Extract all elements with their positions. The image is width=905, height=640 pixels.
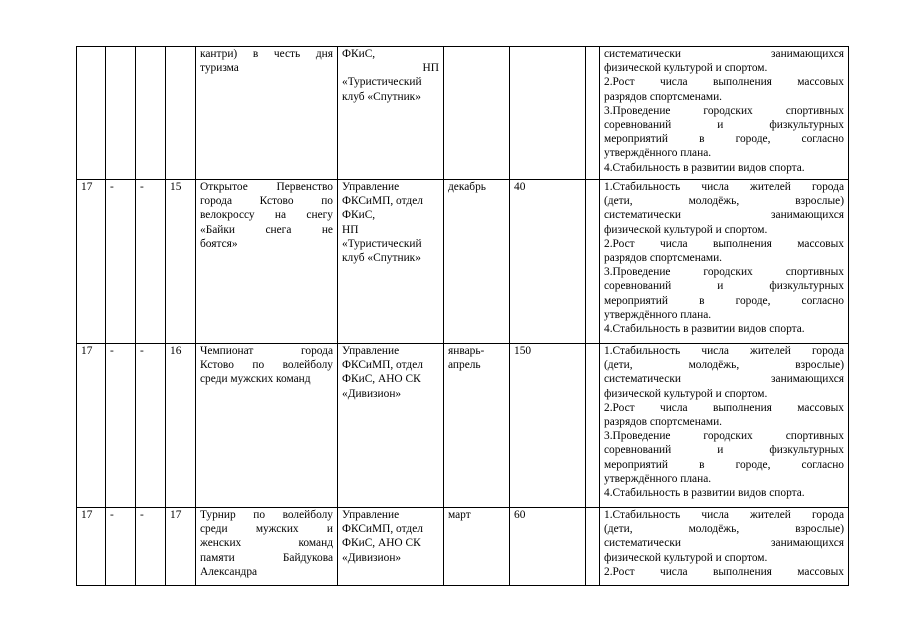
events-table (76, 46, 849, 586)
result-line: утверждённого плана. (604, 472, 712, 485)
cell-col1: 17 (77, 508, 106, 586)
result-line: физической культурой и спортом. (604, 62, 768, 75)
table-row (77, 47, 849, 180)
result-line: 1.Стабильность числа жителей города (604, 345, 844, 357)
organizer-line: «Туристический (342, 76, 422, 89)
result-line: 4.Стабильность в развитии видов спорта. (604, 487, 805, 500)
period-line: апрель (448, 359, 481, 372)
result-line: 3.Проведение городских спортивных (604, 104, 844, 117)
cell-col1: 17 (77, 180, 106, 344)
period-cell (444, 344, 510, 508)
result-line: утверждённого плана. (604, 147, 712, 160)
event-name-line: туризма (200, 62, 239, 75)
organizer-cell (338, 344, 444, 508)
cell-col3: - (136, 180, 166, 344)
event-name-line: Кстово по волейболу (200, 359, 333, 372)
event-name-line: «Байки снега не (200, 223, 333, 236)
result-line: соревнований и физкультурных (604, 119, 844, 132)
result-line: 4.Стабильность в развитии видов спорта. (604, 161, 805, 174)
result-line: систематически занимающихся (604, 48, 844, 60)
result-line: (дети, молодёжь, взрослые) (604, 523, 844, 536)
result-line: 2.Рост числа выполнения массовых (604, 565, 844, 578)
cell-col1: 17 (77, 344, 106, 508)
result-line: 2.Рост числа выполнения массовых (604, 237, 844, 250)
result-line: физической культурой и спортом. (604, 223, 768, 236)
table-row (77, 508, 849, 586)
cell-col2 (106, 47, 136, 180)
organizer-line: «Дивизион» (342, 387, 402, 400)
organizer-line: ФКСиМП, отдел (342, 359, 423, 372)
result-line: 1.Стабильность числа жителей города (604, 181, 844, 193)
period-cell (444, 47, 510, 180)
empty-cell (586, 344, 600, 508)
event-name-line: Александра (200, 565, 258, 578)
result-line: разрядов спортсменами. (604, 416, 723, 429)
period-cell: декабрь (444, 180, 510, 344)
result-line: мероприятий в городе, согласно (604, 294, 844, 307)
result-line: физической культурой и спортом. (604, 387, 768, 400)
event-name-line: памяти Байдукова (200, 551, 333, 564)
expected-result-cell (600, 508, 849, 586)
organizer-line: НП (422, 62, 439, 75)
event-name-line: женских команд (200, 537, 333, 550)
result-line: систематически занимающихся (604, 209, 844, 222)
participants-cell: 150 (510, 344, 586, 508)
result-line: физической культурой и спортом. (604, 551, 768, 564)
event-name-line: велокроссу на снегу (200, 209, 333, 222)
organizer-line: ФКиС, (342, 209, 376, 222)
organizer-line: «Дивизион» (342, 551, 402, 564)
result-line: 3.Проведение городских спортивных (604, 430, 844, 443)
result-line: систематически занимающихся (604, 537, 844, 550)
event-name-line: кантри) в честь дня (200, 48, 333, 60)
cell-col2: - (106, 508, 136, 586)
event-name-line: среди мужских и (200, 523, 333, 536)
period-line: январь- (448, 345, 485, 357)
event-name-line: Чемпионат города (200, 345, 333, 357)
result-line: (дети, молодёжь, взрослые) (604, 195, 844, 208)
cell-col3: - (136, 344, 166, 508)
event-name-cell (196, 47, 338, 180)
participants-cell (510, 47, 586, 180)
empty-cell (586, 508, 600, 586)
organizer-line: Управление (342, 181, 400, 193)
event-name-line: Открытое Первенство (200, 181, 333, 193)
result-line: мероприятий в городе, согласно (604, 133, 844, 146)
result-line: (дети, молодёжь, взрослые) (604, 359, 844, 372)
participants-cell: 40 (510, 180, 586, 344)
empty-cell (586, 47, 600, 180)
event-name-cell (196, 344, 338, 508)
cell-col2: - (106, 180, 136, 344)
event-name-cell (196, 508, 338, 586)
organizer-cell (338, 180, 444, 344)
result-line: утверждённого плана. (604, 308, 712, 321)
cell-col3: - (136, 508, 166, 586)
result-line: 2.Рост числа выполнения массовых (604, 401, 844, 414)
organizer-line: ФКСиМП, отдел (342, 195, 423, 208)
result-line: 1.Стабильность числа жителей города (604, 509, 844, 521)
result-line: соревнований и физкультурных (604, 280, 844, 293)
cell-number: 17 (166, 508, 196, 586)
organizer-line: клуб «Спутник» (342, 252, 421, 265)
organizer-line: Управление (342, 345, 400, 357)
result-line: 2.Рост числа выполнения массовых (604, 76, 844, 89)
cell-number: 16 (166, 344, 196, 508)
participants-cell: 60 (510, 508, 586, 586)
organizer-line: ФКиС, (342, 48, 376, 60)
event-name-line: среди мужских команд (200, 373, 311, 386)
result-line: систематически занимающихся (604, 373, 844, 386)
cell-number (166, 47, 196, 180)
result-line: 4.Стабильность в развитии видов спорта. (604, 323, 805, 336)
table-row (77, 180, 849, 344)
organizer-line: ФКиС, АНО СК (342, 537, 421, 550)
event-name-line: города Кстово по (200, 195, 333, 208)
empty-cell (586, 180, 600, 344)
cell-number: 15 (166, 180, 196, 344)
cell-col1 (77, 47, 106, 180)
result-line: разрядов спортсменами. (604, 252, 723, 265)
organizer-cell (338, 508, 444, 586)
period-cell: март (444, 508, 510, 586)
result-line: разрядов спортсменами. (604, 90, 723, 103)
organizer-line: НП (342, 223, 359, 236)
cell-col3 (136, 47, 166, 180)
cell-col2: - (106, 344, 136, 508)
organizer-cell (338, 47, 444, 180)
organizer-line: ФКСиМП, отдел (342, 523, 423, 536)
table-row (77, 344, 849, 508)
organizer-line: Управление (342, 509, 400, 521)
result-line: мероприятий в городе, согласно (604, 458, 844, 471)
organizer-line: ФКиС, АНО СК (342, 373, 421, 386)
event-name-line: боятся» (200, 237, 238, 250)
organizer-line: клуб «Спутник» (342, 90, 421, 103)
expected-result-cell (600, 47, 849, 180)
expected-result-cell (600, 344, 849, 508)
event-name-line: Турнир по волейболу (200, 509, 333, 521)
event-name-cell (196, 180, 338, 344)
result-line: соревнований и физкультурных (604, 444, 844, 457)
expected-result-cell (600, 180, 849, 344)
organizer-line: «Туристический (342, 237, 422, 250)
result-line: 3.Проведение городских спортивных (604, 266, 844, 279)
